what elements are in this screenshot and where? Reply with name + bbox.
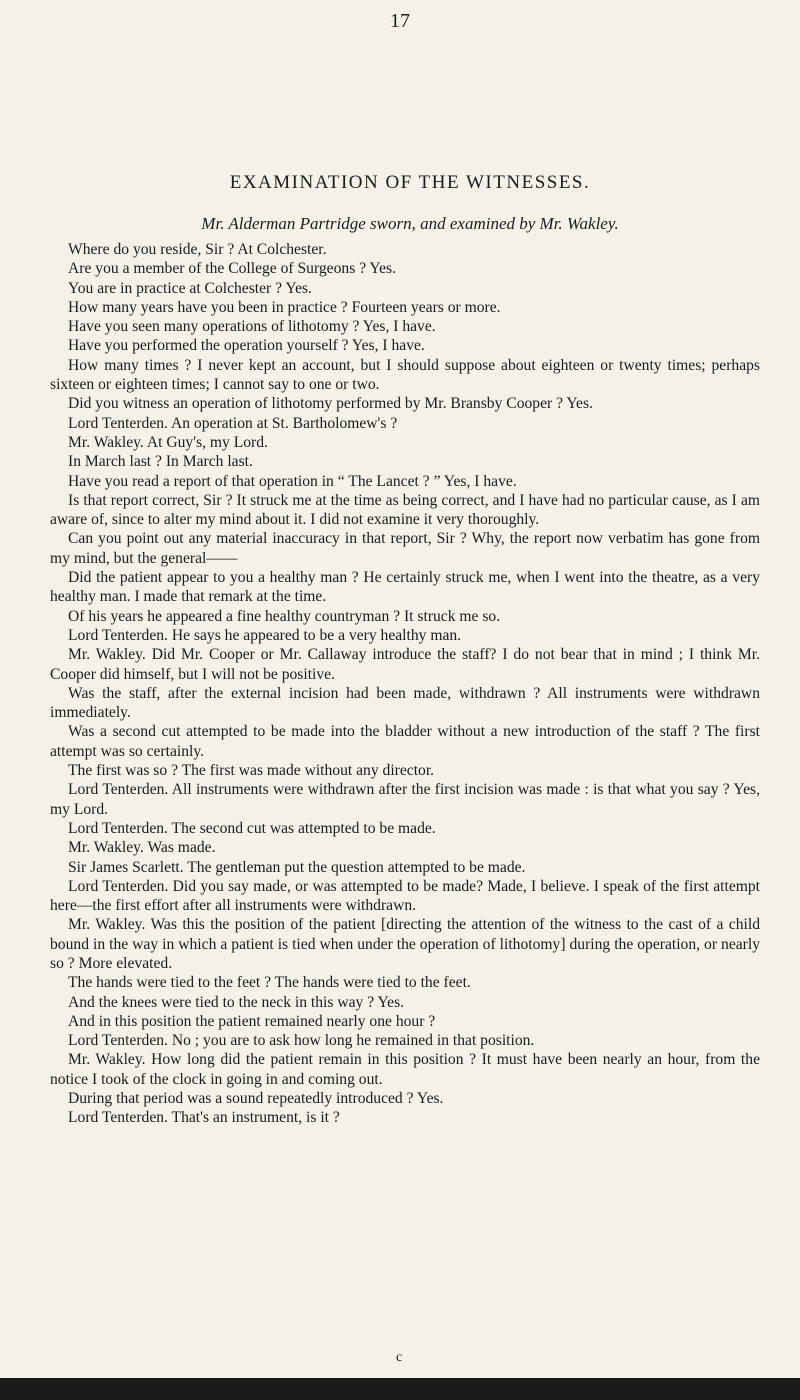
paragraph: Of his years he appeared a fine healthy countryman ? It struck me so. [68, 607, 501, 625]
paragraph: The first was so ? The first was made without any director. [68, 762, 435, 780]
paragraph: And the knees were tied to the neck in this way ? Yes. [68, 993, 405, 1011]
subtitle: Mr. Alderman Partridge sworn, and examined by Mr. Wakley. [201, 214, 619, 233]
paragraph: Lord Tenterden. Did you say made, or was attempted to be made? Made, I believe. I speak of the first attempt here—the first effort after all instruments were withdrawn. [50, 877, 760, 915]
paragraph: The hands were tied to the feet ? The hands were tied to the feet. [68, 974, 471, 992]
signature-mark: c [396, 1350, 403, 1365]
paragraph: How many times ? I never kept an account, but I should suppose about eighteen or twenty times; perhaps sixteen or eighteen times; I cannot say to one or two. [50, 356, 760, 394]
paragraph: Sir James Scarlett. The gentleman put the question attempted to be made. [68, 858, 526, 876]
paragraph: During that period was a sound repeatedly introduced ? Yes. [68, 1090, 444, 1108]
paragraph: Was a second cut attempted to be made into the bladder without a new introduction of the staff ? The first attempt was so certainly. [50, 723, 760, 760]
paragraph: Have you seen many operations of lithotomy ? Yes, I have. [68, 318, 436, 336]
paragraph: Can you point out any material inaccuracy in that report, Sir ? Why, the report now verbatim has gone from my mind, but the general—— [50, 530, 760, 567]
testimony-text [50, 240, 760, 1128]
paragraph: Mr. Wakley. At Guy's, my Lord. [68, 433, 268, 451]
paragraph: Was the staff, after the external incision had been made, withdrawn ? All instruments were withdrawn immediately. [50, 684, 760, 722]
paragraph: In March last ? In March last. [68, 453, 253, 471]
paragraph: Lord Tenterden. An operation at St. Bartholomew's ? [68, 414, 398, 432]
paragraph: Where do you reside, Sir ? At Colchester. [68, 241, 327, 258]
paragraph: Is that report correct, Sir ? It struck me at the time as being correct, and I have had no particular cause, as I am aware of, since to alter my mind about it. I did not examine it very thoroughly. [50, 491, 760, 529]
running-head: EXAMINATION OF THE WITNESSES. [229, 172, 591, 193]
page-number: 17 [390, 10, 410, 32]
bottom-edge [0, 1378, 800, 1400]
paragraph: Mr. Wakley. How long did the patient remain in this position ? It must have been nearly an hour, from the notice I took of the clock in going in and coming out. [50, 1051, 760, 1088]
paragraph: You are in practice at Colchester ? Yes. [68, 279, 312, 297]
paragraph: Are you a member of the College of Surgeons ? Yes. [68, 260, 396, 278]
paragraph: Have you read a report of that operation in “ The Lancet ? ” Yes, I have. [68, 472, 517, 490]
paragraph: Lord Tenterden. The second cut was attempted to be made. [68, 819, 436, 837]
paragraph: Lord Tenterden. No ; you are to ask how long he remained in that position. [68, 1032, 535, 1050]
paragraph: Lord Tenterden. He says he appeared to be a very healthy man. [68, 626, 462, 644]
paragraph: Have you performed the operation yourself ? Yes, I have. [68, 337, 425, 355]
paragraph: Did the patient appear to you a healthy man ? He certainly struck me, when I went into the theatre, as a very healthy man. I made that remark at the time. [50, 569, 760, 606]
paragraph: Lord Tenterden. That's an instrument, is it ? [68, 1109, 340, 1127]
paragraph: Mr. Wakley. Was this the position of the patient [directing the attention of the witness to the cast of a child bound in the way in which a patient is tied when under the operation of lithotomy] during the operation, or nearly so ? More elevated. [50, 916, 760, 972]
paragraph: Lord Tenterden. All instruments were withdrawn after the first incision was made : is that what you say ? Yes, my Lord. [50, 781, 760, 818]
paragraph: And in this position the patient remained nearly one hour ? [68, 1012, 436, 1030]
paragraph: Did you witness an operation of lithotomy performed by Mr. Bransby Cooper ? Yes. [68, 395, 593, 413]
paragraph: Mr. Wakley. Did Mr. Cooper or Mr. Callaway introduce the staff? I do not bear that in mind ; I think Mr. Cooper did himself, but I will not be positive. [50, 646, 760, 683]
paragraph: Mr. Wakley. Was made. [68, 839, 216, 857]
paragraph: How many years have you been in practice ? Fourteen years or more. [68, 298, 501, 316]
